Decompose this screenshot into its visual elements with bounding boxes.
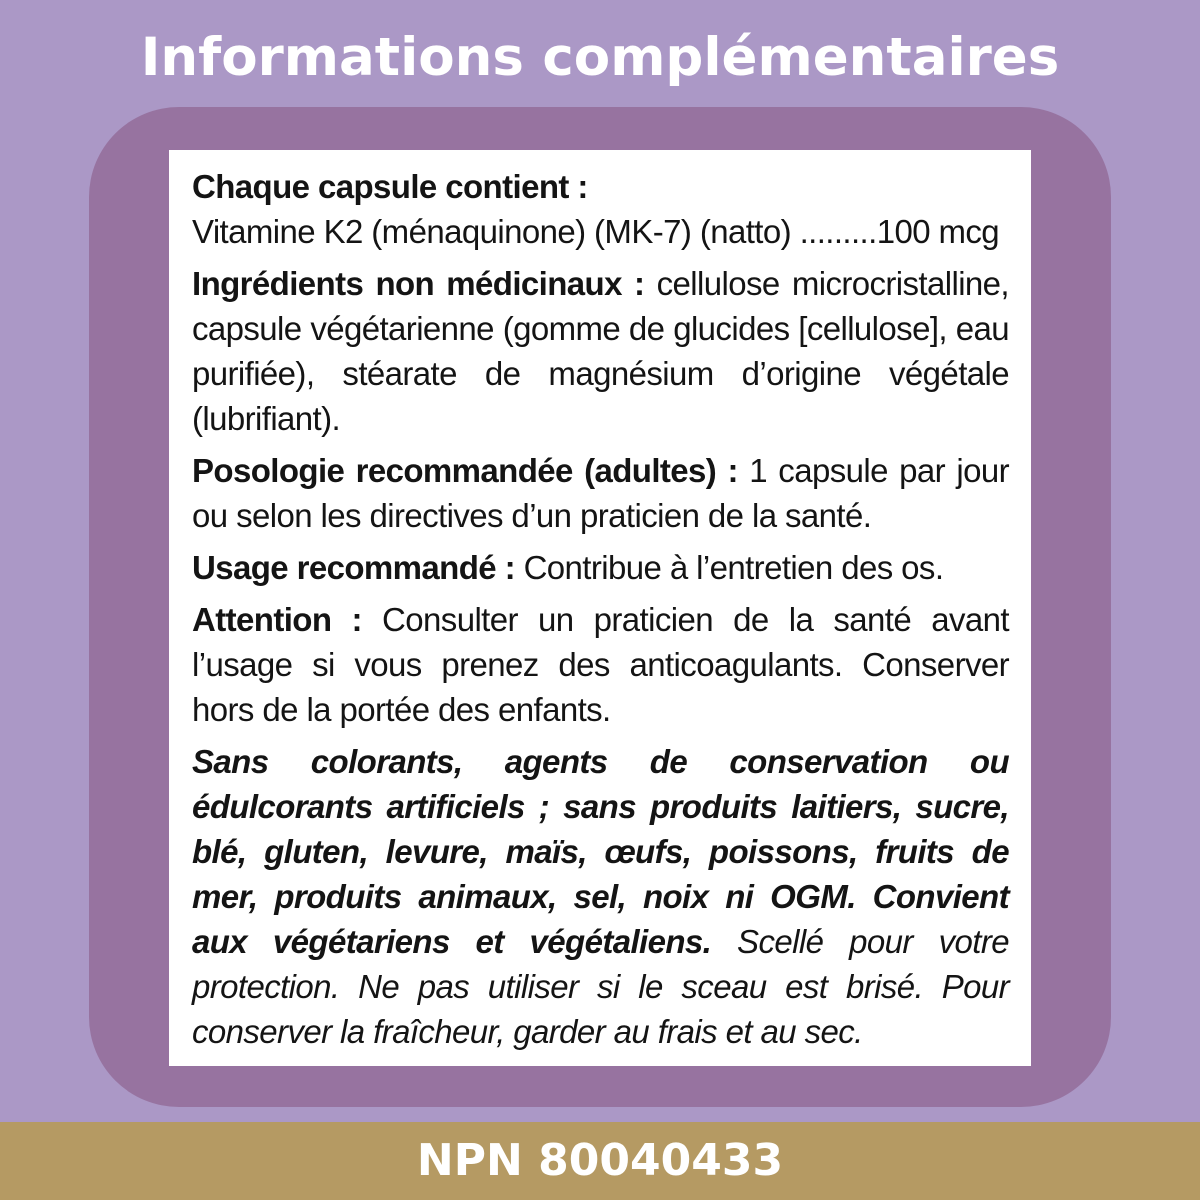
page-title: Informations complémentaires	[140, 27, 1060, 88]
dose-line: Vitamine K2 (ménaquinone) (MK-7) (natto) .........100 mcg	[192, 213, 1000, 250]
use-heading: Usage recommandé :	[192, 549, 515, 586]
footer-band	[0, 1122, 1200, 1200]
npn-number: NPN 80040433	[416, 1135, 784, 1186]
free-from-section	[192, 739, 1009, 1054]
dosage-text: 1 capsule par jour ou selon les directives d’un praticien de la santé.	[192, 452, 1009, 534]
recommended-use-section	[192, 545, 1009, 590]
dosage-section	[192, 448, 1009, 538]
non-medicinal-ingredients-section	[192, 261, 1009, 441]
non-medicinal-text: cellulose microcristalline, capsule végétarienne (gomme de glucides [cellulose], eau purifiée), stéarate de magnésium d’origine végétale (lubrifiant).	[192, 265, 1010, 437]
free-from-statement: Sans colorants, agents de conservation ou édulcorants artificiels ; sans produits laitiers, sucre, blé, gluten, levure, maïs, œufs, poissons, fruits de mer, produits animaux, sel, noix ni OGM. Convient aux végétariens et végétaliens.	[192, 743, 1009, 960]
supplement-label-panel	[169, 150, 1031, 1066]
storage-statement: Scellé pour votre protection. Ne pas utiliser si le sceau est brisé. Pour conserver la fraîcheur, garder au frais et au sec.	[192, 923, 1009, 1050]
use-text: Contribue à l’entretien des os.	[515, 549, 944, 586]
caution-section	[192, 597, 1009, 732]
dosage-heading: Posologie recommandée (adultes) :	[192, 452, 738, 489]
caution-text: Consulter un praticien de la santé avant l’usage si vous prenez des anticoagulants. Conserver hors de la portée des enfants.	[192, 601, 1009, 728]
non-medicinal-heading: Ingrédients non médicinaux :	[192, 265, 645, 302]
each-capsule-section	[192, 164, 1009, 209]
caution-heading: Attention :	[192, 601, 362, 638]
each-capsule-heading: Chaque capsule contient :	[192, 168, 588, 205]
